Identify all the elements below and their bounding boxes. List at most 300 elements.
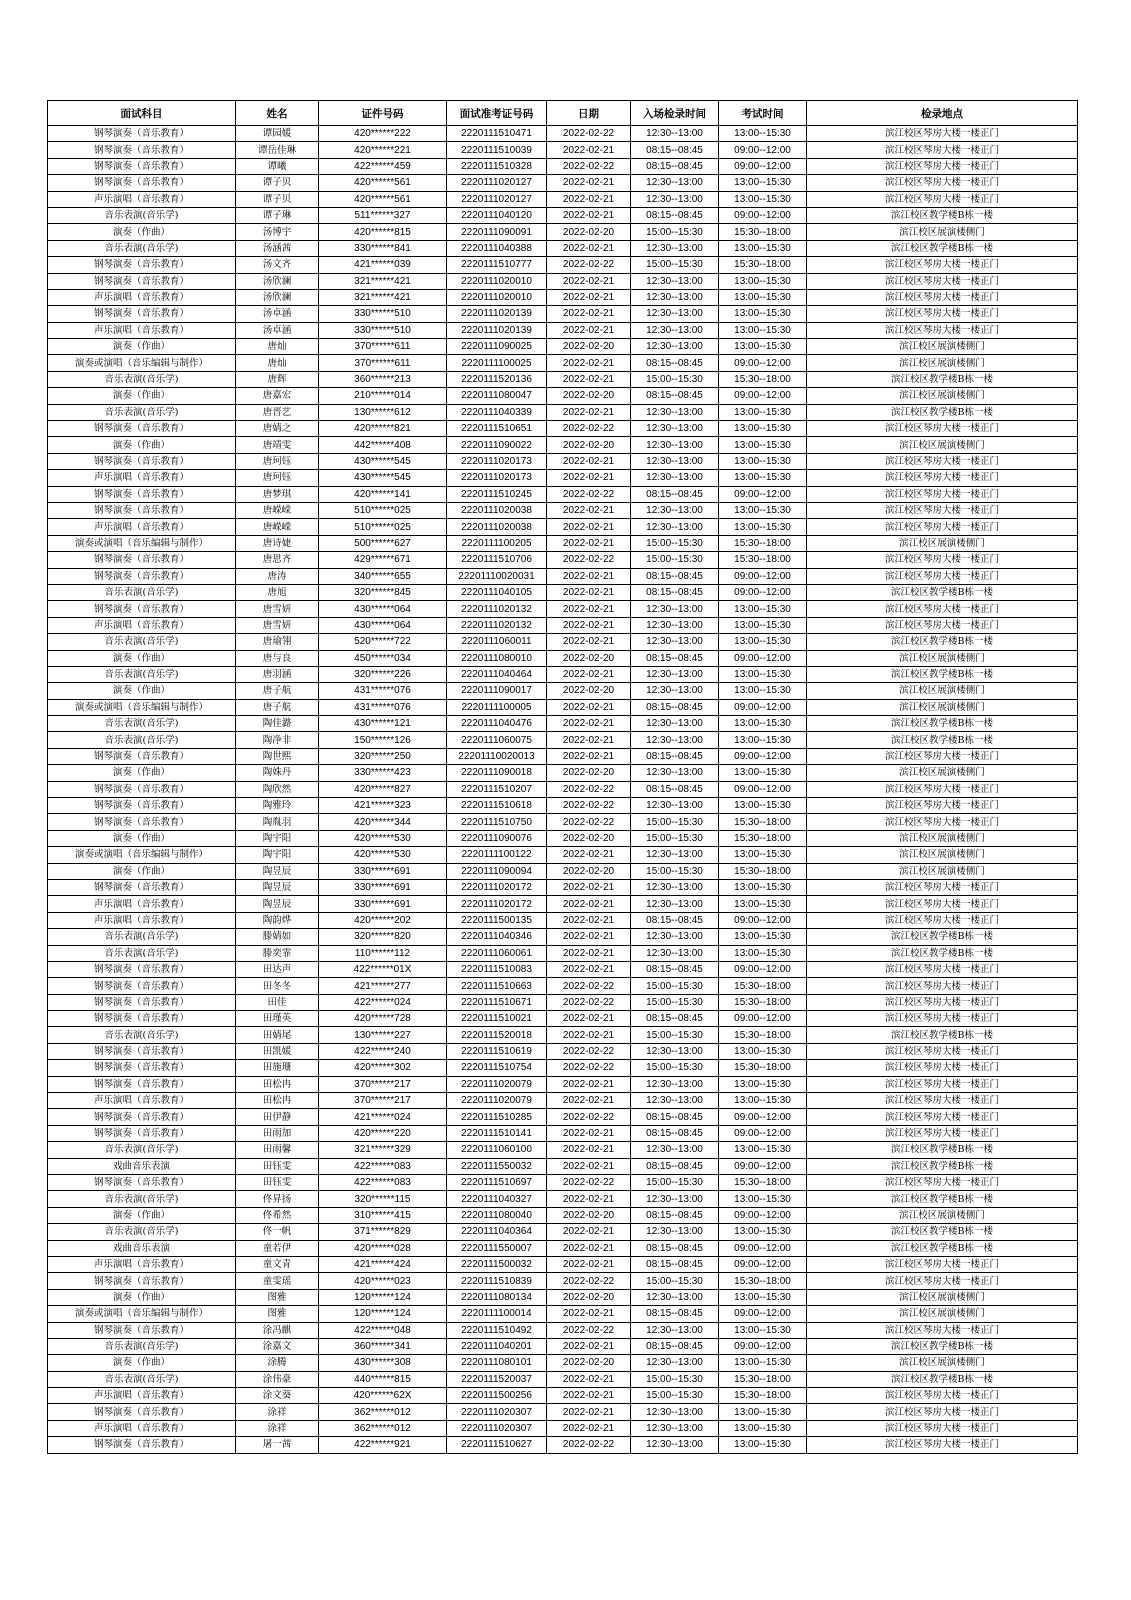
admission-number-cell: 2220111040346 (447, 929, 547, 945)
exam-time-cell: 15:30--18:00 (719, 1371, 807, 1387)
id-number-cell: 422******240 (319, 1043, 447, 1059)
table-row (48, 142, 1078, 158)
checkin-time-cell: 12:30--13:00 (631, 339, 719, 355)
name-cell: 田瑾英 (236, 1011, 319, 1027)
id-number-cell: 330******841 (319, 240, 447, 256)
name-cell: 谭子贝 (236, 191, 319, 207)
subject-cell: 钢琴演奏（音乐教育） (48, 552, 236, 568)
checkin-time-cell: 12:30--13:00 (631, 273, 719, 289)
subject-cell: 音乐表演(音乐学) (48, 240, 236, 256)
checkin-time-cell: 08:15--08:45 (631, 1256, 719, 1272)
subject-cell: 声乐演唱（音乐教育） (48, 519, 236, 535)
id-number-cell: 420******815 (319, 224, 447, 240)
id-number-cell: 210******014 (319, 388, 447, 404)
id-number-cell: 130******612 (319, 404, 447, 420)
date-cell: 2022-02-21 (547, 1093, 631, 1109)
date-cell: 2022-02-20 (547, 388, 631, 404)
name-cell: 涂冯麒 (236, 1322, 319, 1338)
table-row (48, 863, 1078, 879)
exam-time-cell: 13:00--15:30 (719, 339, 807, 355)
name-cell: 唐雪妍 (236, 601, 319, 617)
table-row (48, 634, 1078, 650)
checkin-time-cell: 12:30--13:00 (631, 765, 719, 781)
location-cell: 滨江校区琴房大楼一楼正门 (807, 814, 1078, 830)
exam-time-cell: 13:00--15:30 (719, 732, 807, 748)
name-cell: 田凯媛 (236, 1043, 319, 1059)
exam-time-cell: 13:00--15:30 (719, 175, 807, 191)
checkin-time-cell: 15:00--15:30 (631, 830, 719, 846)
checkin-time-cell: 08:15--08:45 (631, 1207, 719, 1223)
location-cell: 滨江校区教学楼B栋一楼 (807, 1158, 1078, 1174)
date-cell: 2022-02-21 (547, 1388, 631, 1404)
admission-number-cell: 2220111020307 (447, 1404, 547, 1420)
admission-number-cell: 2220111060011 (447, 634, 547, 650)
id-number-cell: 330******510 (319, 322, 447, 338)
subject-cell: 钢琴演奏（音乐教育） (48, 879, 236, 895)
subject-cell: 钢琴演奏（音乐教育） (48, 1125, 236, 1141)
subject-cell: 声乐演唱（音乐教育） (48, 617, 236, 633)
table-row (48, 1289, 1078, 1305)
id-number-cell: 420******62X (319, 1388, 447, 1404)
admission-number-cell: 2220111090091 (447, 224, 547, 240)
checkin-time-cell: 15:00--15:30 (631, 257, 719, 273)
table-row (48, 470, 1078, 486)
admission-number-cell: 2220111080010 (447, 650, 547, 666)
admission-number-cell: 2220111510207 (447, 781, 547, 797)
name-cell: 唐旭 (236, 584, 319, 600)
exam-time-cell: 13:00--15:30 (719, 634, 807, 650)
date-cell: 2022-02-21 (547, 1306, 631, 1322)
location-cell: 滨江校区展演楼侧门 (807, 830, 1078, 846)
admission-number-cell: 2220111510039 (447, 142, 547, 158)
name-cell: 唐子航 (236, 699, 319, 715)
exam-time-cell: 13:00--15:30 (719, 1289, 807, 1305)
checkin-time-cell: 12:30--13:00 (631, 1420, 719, 1436)
name-cell: 汤欣澜 (236, 289, 319, 305)
checkin-time-cell: 12:30--13:00 (631, 502, 719, 518)
date-cell: 2022-02-21 (547, 404, 631, 420)
date-cell: 2022-02-21 (547, 502, 631, 518)
date-cell: 2022-02-22 (547, 257, 631, 273)
id-number-cell: 420******202 (319, 912, 447, 928)
date-cell: 2022-02-20 (547, 437, 631, 453)
date-cell: 2022-02-21 (547, 716, 631, 732)
subject-cell: 钢琴演奏（音乐教育） (48, 273, 236, 289)
date-cell: 2022-02-20 (547, 830, 631, 846)
date-cell: 2022-02-21 (547, 142, 631, 158)
checkin-time-cell: 12:30--13:00 (631, 1076, 719, 1092)
name-cell: 唐涛 (236, 568, 319, 584)
admission-number-cell: 2220111020127 (447, 191, 547, 207)
admission-number-cell: 2220111040476 (447, 716, 547, 732)
checkin-time-cell: 15:00--15:30 (631, 863, 719, 879)
checkin-time-cell: 12:30--13:00 (631, 519, 719, 535)
location-cell: 滨江校区琴房大楼一楼正门 (807, 1420, 1078, 1436)
date-cell: 2022-02-21 (547, 306, 631, 322)
location-cell: 滨江校区展演楼侧门 (807, 699, 1078, 715)
location-cell: 滨江校区教学楼B栋一楼 (807, 584, 1078, 600)
checkin-time-cell: 12:30--13:00 (631, 322, 719, 338)
admission-number-cell: 2220111060061 (447, 945, 547, 961)
exam-time-cell: 09:00--12:00 (719, 1011, 807, 1027)
subject-cell: 钢琴演奏（音乐教育） (48, 158, 236, 174)
exam-time-cell: 09:00--12:00 (719, 158, 807, 174)
date-cell: 2022-02-21 (547, 1191, 631, 1207)
id-number-cell: 520******722 (319, 634, 447, 650)
subject-cell: 音乐表演(音乐学) (48, 929, 236, 945)
date-cell: 2022-02-21 (547, 1420, 631, 1436)
subject-cell: 演奏（作曲） (48, 1355, 236, 1371)
id-number-cell: 421******039 (319, 257, 447, 273)
location-cell: 滨江校区琴房大楼一楼正门 (807, 519, 1078, 535)
date-cell: 2022-02-22 (547, 1109, 631, 1125)
name-cell: 唐诗婕 (236, 535, 319, 551)
admission-number-cell: 2220111510754 (447, 1060, 547, 1076)
id-number-cell: 510******025 (319, 519, 447, 535)
subject-cell: 演奏（作曲） (48, 683, 236, 699)
admission-number-cell: 2220111040105 (447, 584, 547, 600)
location-cell: 滨江校区教学楼B栋一楼 (807, 371, 1078, 387)
table-row (48, 306, 1078, 322)
location-cell: 滨江校区展演楼侧门 (807, 339, 1078, 355)
admission-number-cell: 2220111510245 (447, 486, 547, 502)
date-cell: 2022-02-22 (547, 781, 631, 797)
admission-number-cell: 2220111020038 (447, 502, 547, 518)
admission-number-cell: 2220111080101 (447, 1355, 547, 1371)
id-number-cell: 422******024 (319, 994, 447, 1010)
exam-time-cell: 13:00--15:30 (719, 437, 807, 453)
subject-cell: 钢琴演奏（音乐教育） (48, 1404, 236, 1420)
admission-number-cell: 2220111020139 (447, 322, 547, 338)
subject-cell: 钢琴演奏（音乐教育） (48, 1043, 236, 1059)
name-cell: 田施珊 (236, 1060, 319, 1076)
date-cell: 2022-02-22 (547, 994, 631, 1010)
id-number-cell: 320******115 (319, 1191, 447, 1207)
subject-cell: 钢琴演奏（音乐教育） (48, 978, 236, 994)
id-number-cell: 420******728 (319, 1011, 447, 1027)
name-cell: 唐瑜翎 (236, 634, 319, 650)
table-row (48, 617, 1078, 633)
subject-cell: 演奏或演唱（音乐编辑与制作） (48, 1306, 236, 1322)
name-cell: 唐婧之 (236, 421, 319, 437)
admission-number-cell: 2220111080040 (447, 1207, 547, 1223)
subject-cell: 音乐表演(音乐学) (48, 666, 236, 682)
id-number-cell: 511******327 (319, 207, 447, 223)
name-cell: 唐嘉宏 (236, 388, 319, 404)
table-row (48, 355, 1078, 371)
table-row (48, 1191, 1078, 1207)
table-row (48, 1224, 1078, 1240)
location-cell: 滨江校区展演楼侧门 (807, 1355, 1078, 1371)
id-number-cell: 430******064 (319, 601, 447, 617)
id-number-cell: 130******227 (319, 1027, 447, 1043)
admission-number-cell: 2220111020010 (447, 289, 547, 305)
name-cell: 滕奕霏 (236, 945, 319, 961)
id-number-cell: 420******028 (319, 1240, 447, 1256)
date-cell: 2022-02-21 (547, 601, 631, 617)
date-cell: 2022-02-20 (547, 224, 631, 240)
checkin-time-cell: 12:30--13:00 (631, 437, 719, 453)
date-cell: 2022-02-21 (547, 1256, 631, 1272)
name-cell: 屠一茜 (236, 1437, 319, 1453)
subject-cell: 音乐表演(音乐学) (48, 1191, 236, 1207)
location-cell: 滨江校区琴房大楼一楼正门 (807, 1093, 1078, 1109)
exam-time-cell: 13:00--15:30 (719, 1142, 807, 1158)
table-row (48, 765, 1078, 781)
admission-number-cell: 2220111100205 (447, 535, 547, 551)
exam-time-cell: 09:00--12:00 (719, 1125, 807, 1141)
id-number-cell: 422******01X (319, 961, 447, 977)
exam-time-cell: 09:00--12:00 (719, 961, 807, 977)
admission-number-cell: 2220111510618 (447, 798, 547, 814)
name-cell: 涂祥 (236, 1420, 319, 1436)
subject-cell: 钢琴演奏（音乐教育） (48, 1273, 236, 1289)
subject-cell: 钢琴演奏（音乐教育） (48, 502, 236, 518)
name-cell: 汤卓涵 (236, 322, 319, 338)
exam-time-cell: 09:00--12:00 (719, 748, 807, 764)
subject-cell: 音乐表演(音乐学) (48, 1027, 236, 1043)
location-cell: 滨江校区琴房大楼一楼正门 (807, 978, 1078, 994)
exam-time-cell: 09:00--12:00 (719, 1207, 807, 1223)
exam-time-cell: 13:00--15:30 (719, 421, 807, 437)
table-row (48, 1207, 1078, 1223)
id-number-cell: 110******112 (319, 945, 447, 961)
exam-time-cell: 13:00--15:30 (719, 126, 807, 142)
id-number-cell: 321******329 (319, 1142, 447, 1158)
admission-number-cell: 2220111060075 (447, 732, 547, 748)
name-cell: 唐嵘嵘 (236, 502, 319, 518)
exam-time-cell: 13:00--15:30 (719, 470, 807, 486)
checkin-time-cell: 12:30--13:00 (631, 404, 719, 420)
subject-cell: 演奏或演唱（音乐编辑与制作） (48, 699, 236, 715)
admission-number-cell: 2220111510706 (447, 552, 547, 568)
exam-time-cell: 13:00--15:30 (719, 502, 807, 518)
name-cell: 汤卓涵 (236, 306, 319, 322)
name-cell: 陶胤羽 (236, 814, 319, 830)
date-cell: 2022-02-21 (547, 175, 631, 191)
name-cell: 陶世熙 (236, 748, 319, 764)
table-row (48, 1011, 1078, 1027)
admission-number-cell: 2220111550007 (447, 1240, 547, 1256)
admission-number-cell: 2220111020132 (447, 601, 547, 617)
id-number-cell: 420******530 (319, 847, 447, 863)
table-row (48, 1142, 1078, 1158)
checkin-time-cell: 08:15--08:45 (631, 912, 719, 928)
name-cell: 唐思齐 (236, 552, 319, 568)
table-row (48, 339, 1078, 355)
exam-time-cell: 13:00--15:30 (719, 453, 807, 469)
admission-number-cell: 2220111510285 (447, 1109, 547, 1125)
id-number-cell: 150******126 (319, 732, 447, 748)
location-cell: 滨江校区琴房大楼一楼正门 (807, 158, 1078, 174)
location-cell: 滨江校区琴房大楼一楼正门 (807, 486, 1078, 502)
exam-time-cell: 15:30--18:00 (719, 371, 807, 387)
location-cell: 滨江校区琴房大楼一楼正门 (807, 175, 1078, 191)
header-admission-number: 面试准考证号码 (447, 101, 547, 126)
admission-number-cell: 2220111020079 (447, 1076, 547, 1092)
checkin-time-cell: 15:00--15:30 (631, 978, 719, 994)
table-row (48, 1306, 1078, 1322)
name-cell: 佟一帆 (236, 1224, 319, 1240)
checkin-time-cell: 12:30--13:00 (631, 1142, 719, 1158)
table-row (48, 388, 1078, 404)
id-number-cell: 371******829 (319, 1224, 447, 1240)
admission-number-cell: 2220111510750 (447, 814, 547, 830)
admission-number-cell: 2220111090018 (447, 765, 547, 781)
name-cell: 谭岳佳琳 (236, 142, 319, 158)
name-cell: 田松冉 (236, 1093, 319, 1109)
date-cell: 2022-02-22 (547, 814, 631, 830)
date-cell: 2022-02-21 (547, 470, 631, 486)
exam-time-cell: 13:00--15:30 (719, 404, 807, 420)
header-checkin-time: 入场检录时间 (631, 101, 719, 126)
location-cell: 滨江校区琴房大楼一楼正门 (807, 289, 1078, 305)
location-cell: 滨江校区琴房大楼一楼正门 (807, 748, 1078, 764)
checkin-time-cell: 08:15--08:45 (631, 158, 719, 174)
date-cell: 2022-02-21 (547, 568, 631, 584)
id-number-cell: 360******213 (319, 371, 447, 387)
location-cell: 滨江校区展演楼侧门 (807, 863, 1078, 879)
table-row (48, 798, 1078, 814)
admission-number-cell: 2220111020010 (447, 273, 547, 289)
id-number-cell: 330******691 (319, 896, 447, 912)
id-number-cell: 120******124 (319, 1289, 447, 1305)
checkin-time-cell: 12:30--13:00 (631, 1289, 719, 1305)
location-cell: 滨江校区琴房大楼一楼正门 (807, 306, 1078, 322)
name-cell: 汤欣澜 (236, 273, 319, 289)
name-cell: 唐灿 (236, 339, 319, 355)
subject-cell: 钢琴演奏（音乐教育） (48, 568, 236, 584)
table-row (48, 1043, 1078, 1059)
location-cell: 滨江校区琴房大楼一楼正门 (807, 470, 1078, 486)
date-cell: 2022-02-21 (547, 535, 631, 551)
location-cell: 滨江校区琴房大楼一楼正门 (807, 781, 1078, 797)
name-cell: 陶欣然 (236, 781, 319, 797)
subject-cell: 钢琴演奏（音乐教育） (48, 601, 236, 617)
id-number-cell: 330******691 (319, 863, 447, 879)
date-cell: 2022-02-21 (547, 1142, 631, 1158)
location-cell: 滨江校区琴房大楼一楼正门 (807, 568, 1078, 584)
date-cell: 2022-02-21 (547, 929, 631, 945)
exam-time-cell: 09:00--12:00 (719, 1338, 807, 1354)
location-cell: 滨江校区教学楼B栋一楼 (807, 929, 1078, 945)
date-cell: 2022-02-21 (547, 1224, 631, 1240)
table-row (48, 207, 1078, 223)
checkin-time-cell: 08:15--08:45 (631, 781, 719, 797)
subject-cell: 演奏（作曲） (48, 339, 236, 355)
location-cell: 滨江校区展演楼侧门 (807, 1289, 1078, 1305)
table-row (48, 601, 1078, 617)
id-number-cell: 370******217 (319, 1076, 447, 1092)
exam-time-cell: 13:00--15:30 (719, 1076, 807, 1092)
date-cell: 2022-02-22 (547, 126, 631, 142)
id-number-cell: 420******561 (319, 191, 447, 207)
admission-number-cell: 2220111020307 (447, 1420, 547, 1436)
table-row (48, 683, 1078, 699)
location-cell: 滨江校区琴房大楼一楼正门 (807, 879, 1078, 895)
table-row (48, 994, 1078, 1010)
admission-number-cell: 2220111510141 (447, 1125, 547, 1141)
location-cell: 滨江校区琴房大楼一楼正门 (807, 994, 1078, 1010)
id-number-cell: 421******277 (319, 978, 447, 994)
subject-cell: 音乐表演(音乐学) (48, 1224, 236, 1240)
name-cell: 唐辉 (236, 371, 319, 387)
subject-cell: 声乐演唱（音乐教育） (48, 896, 236, 912)
name-cell: 唐晋艺 (236, 404, 319, 420)
subject-cell: 音乐表演(音乐学) (48, 945, 236, 961)
table-row (48, 1093, 1078, 1109)
subject-cell: 演奏（作曲） (48, 224, 236, 240)
checkin-time-cell: 08:15--08:45 (631, 1306, 719, 1322)
date-cell: 2022-02-21 (547, 453, 631, 469)
checkin-time-cell: 15:00--15:30 (631, 552, 719, 568)
admission-number-cell: 2220111510619 (447, 1043, 547, 1059)
subject-cell: 声乐演唱（音乐教育） (48, 322, 236, 338)
exam-time-cell: 09:00--12:00 (719, 486, 807, 502)
id-number-cell: 420******561 (319, 175, 447, 191)
table-row (48, 1338, 1078, 1354)
subject-cell: 演奏或演唱（音乐编辑与制作） (48, 535, 236, 551)
checkin-time-cell: 12:30--13:00 (631, 879, 719, 895)
exam-time-cell: 09:00--12:00 (719, 912, 807, 928)
table-row (48, 1109, 1078, 1125)
table-row (48, 847, 1078, 863)
table-row (48, 1240, 1078, 1256)
subject-cell: 钢琴演奏（音乐教育） (48, 486, 236, 502)
location-cell: 滨江校区琴房大楼一楼正门 (807, 1437, 1078, 1453)
exam-time-cell: 13:00--15:30 (719, 519, 807, 535)
table-row (48, 1175, 1078, 1191)
checkin-time-cell: 12:30--13:00 (631, 1093, 719, 1109)
location-cell: 滨江校区琴房大楼一楼正门 (807, 896, 1078, 912)
table-row (48, 1404, 1078, 1420)
exam-time-cell: 13:00--15:30 (719, 191, 807, 207)
exam-time-cell: 15:30--18:00 (719, 978, 807, 994)
checkin-time-cell: 08:15--08:45 (631, 1240, 719, 1256)
location-cell: 滨江校区展演楼侧门 (807, 765, 1078, 781)
subject-cell: 声乐演唱（音乐教育） (48, 191, 236, 207)
admission-number-cell: 2220111040388 (447, 240, 547, 256)
id-number-cell: 362******012 (319, 1404, 447, 1420)
table-row (48, 453, 1078, 469)
name-cell: 唐与良 (236, 650, 319, 666)
date-cell: 2022-02-21 (547, 896, 631, 912)
subject-cell: 钢琴演奏（音乐教育） (48, 1109, 236, 1125)
subject-cell: 演奏（作曲） (48, 830, 236, 846)
id-number-cell: 431******076 (319, 699, 447, 715)
id-number-cell: 429******671 (319, 552, 447, 568)
date-cell: 2022-02-21 (547, 617, 631, 633)
name-cell: 田雨加 (236, 1125, 319, 1141)
name-cell: 田冬冬 (236, 978, 319, 994)
checkin-time-cell: 08:15--08:45 (631, 355, 719, 371)
admission-number-cell: 2220111040364 (447, 1224, 547, 1240)
table-row (48, 158, 1078, 174)
name-cell: 谭子贝 (236, 175, 319, 191)
name-cell: 谭子琳 (236, 207, 319, 223)
admission-number-cell: 2220111100005 (447, 699, 547, 715)
checkin-time-cell: 12:30--13:00 (631, 1322, 719, 1338)
exam-time-cell: 13:00--15:30 (719, 929, 807, 945)
exam-time-cell: 13:00--15:30 (719, 765, 807, 781)
exam-time-cell: 13:00--15:30 (719, 945, 807, 961)
table-row (48, 1420, 1078, 1436)
date-cell: 2022-02-21 (547, 240, 631, 256)
checkin-time-cell: 08:15--08:45 (631, 699, 719, 715)
id-number-cell: 370******611 (319, 355, 447, 371)
subject-cell: 钢琴演奏（音乐教育） (48, 781, 236, 797)
date-cell: 2022-02-21 (547, 207, 631, 223)
